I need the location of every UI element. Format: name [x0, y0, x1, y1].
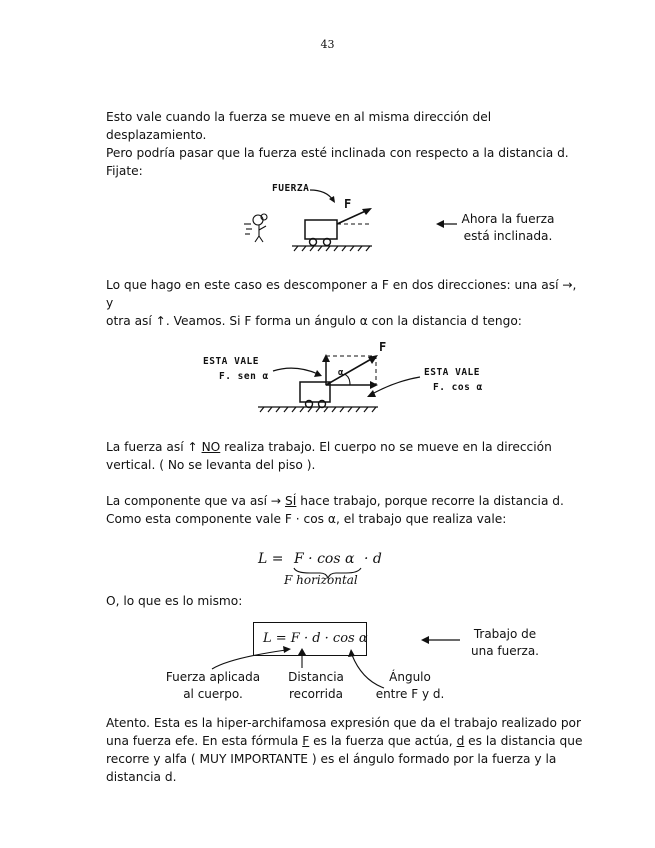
label-force-line-2: al cuerpo. — [183, 687, 243, 701]
same-line: O, lo que es lo mismo: — [106, 594, 243, 608]
cos-label-line-2: F. cos α — [433, 382, 483, 393]
sen-label-line-2: F. sen α — [219, 371, 269, 382]
label-angle-line-2: entre F y d. — [375, 687, 445, 701]
no-underlined: NO — [201, 440, 221, 454]
closing-line-3: recorre y alfa ( MUY IMPORTANTE ) es el ángulo formado por la fuerza y la — [106, 752, 557, 766]
horizontal-text-a: La componente que va así → — [106, 494, 286, 508]
arrowhead-icon — [283, 646, 291, 653]
decompose-line-1: Lo que hago en este caso es descomponer a F en dos direcciones: una así →, y — [106, 278, 577, 310]
si-underlined: SÍ — [285, 494, 297, 508]
sen-label-line-1: ESTA VALE — [203, 356, 259, 367]
closing-line-1: Atento. Esta es la hiper-archifamosa expresión que da el trabajo realizado por — [106, 716, 582, 730]
closing-text-c: es la distancia que — [464, 734, 583, 748]
closing-text-a: una fuerza efe. En esta fórmula — [106, 734, 303, 748]
inclined-note-line-1: Ahora la fuerza — [461, 212, 555, 226]
label-angle — [365, 669, 455, 703]
f-label: F — [344, 197, 352, 211]
formula-note-line-1: Trabajo de — [473, 627, 537, 641]
d-underlined: d — [456, 734, 465, 748]
alpha-label: α — [338, 368, 344, 378]
intro-line-3: Fijate: — [106, 164, 143, 178]
formula-note-line-2: una fuerza. — [471, 644, 539, 658]
formula-tail: · d — [364, 551, 382, 567]
formula-term: F · cos α — [294, 551, 355, 567]
label-distance — [275, 669, 357, 703]
intro-line-2: Pero podría pasar que la fuerza esté inclinada con respecto a la distancia d. — [106, 146, 569, 160]
inclined-note-line-2: está inclinada. — [463, 229, 553, 243]
label-distance-line-2: recorrida — [289, 687, 343, 701]
page-number: 43 — [320, 38, 335, 51]
intro-line-1: Esto vale cuando la fuerza se mueve en al misma dirección del desplazamiento. — [106, 110, 492, 142]
label-force-line-1: Fuerza aplicada — [165, 670, 261, 684]
horizontal-text-b: hace trabajo, porque recorre la distancia d. — [296, 494, 564, 508]
f-underlined: F — [302, 734, 310, 748]
f-label: F — [379, 340, 387, 354]
closing-line-4: distancia d. — [106, 770, 177, 784]
cos-label-line-1: ESTA VALE — [424, 367, 480, 378]
horizontal-line-2: Como esta componente vale F · cos α, el trabajo que realiza vale: — [106, 512, 507, 526]
label-angle-line-1: Ángulo — [389, 670, 431, 684]
formula-note — [462, 626, 548, 660]
boxed-formula: L = F · d · cos α — [263, 631, 368, 646]
closing-text-b: es la fuerza que actúa, — [309, 734, 457, 748]
arrowhead-icon — [298, 648, 306, 655]
closing-line-2 — [106, 732, 591, 750]
vertical-text-b: realiza trabajo. El cuerpo no se mueve en la dirección — [220, 440, 552, 454]
vertical-text-a: La fuerza así ↑ — [106, 440, 202, 454]
label-force — [158, 669, 268, 703]
formula-lhs: L = — [258, 551, 284, 567]
fuerza-label: FUERZA — [272, 183, 310, 194]
vertical-line-2: vertical. ( No se levanta del piso ). — [106, 458, 316, 472]
closing-paragraph — [106, 714, 591, 786]
label-distance-line-1: Distancia — [288, 670, 344, 684]
arrowhead-icon — [348, 649, 355, 657]
pointer-arrow — [212, 650, 286, 669]
formula-under: F horizontal — [284, 573, 358, 587]
decompose-line-2: otra así ↑. Veamos. Si F forma un ángulo α con la distancia d tengo: — [106, 314, 522, 328]
arrowhead-icon — [421, 636, 429, 644]
